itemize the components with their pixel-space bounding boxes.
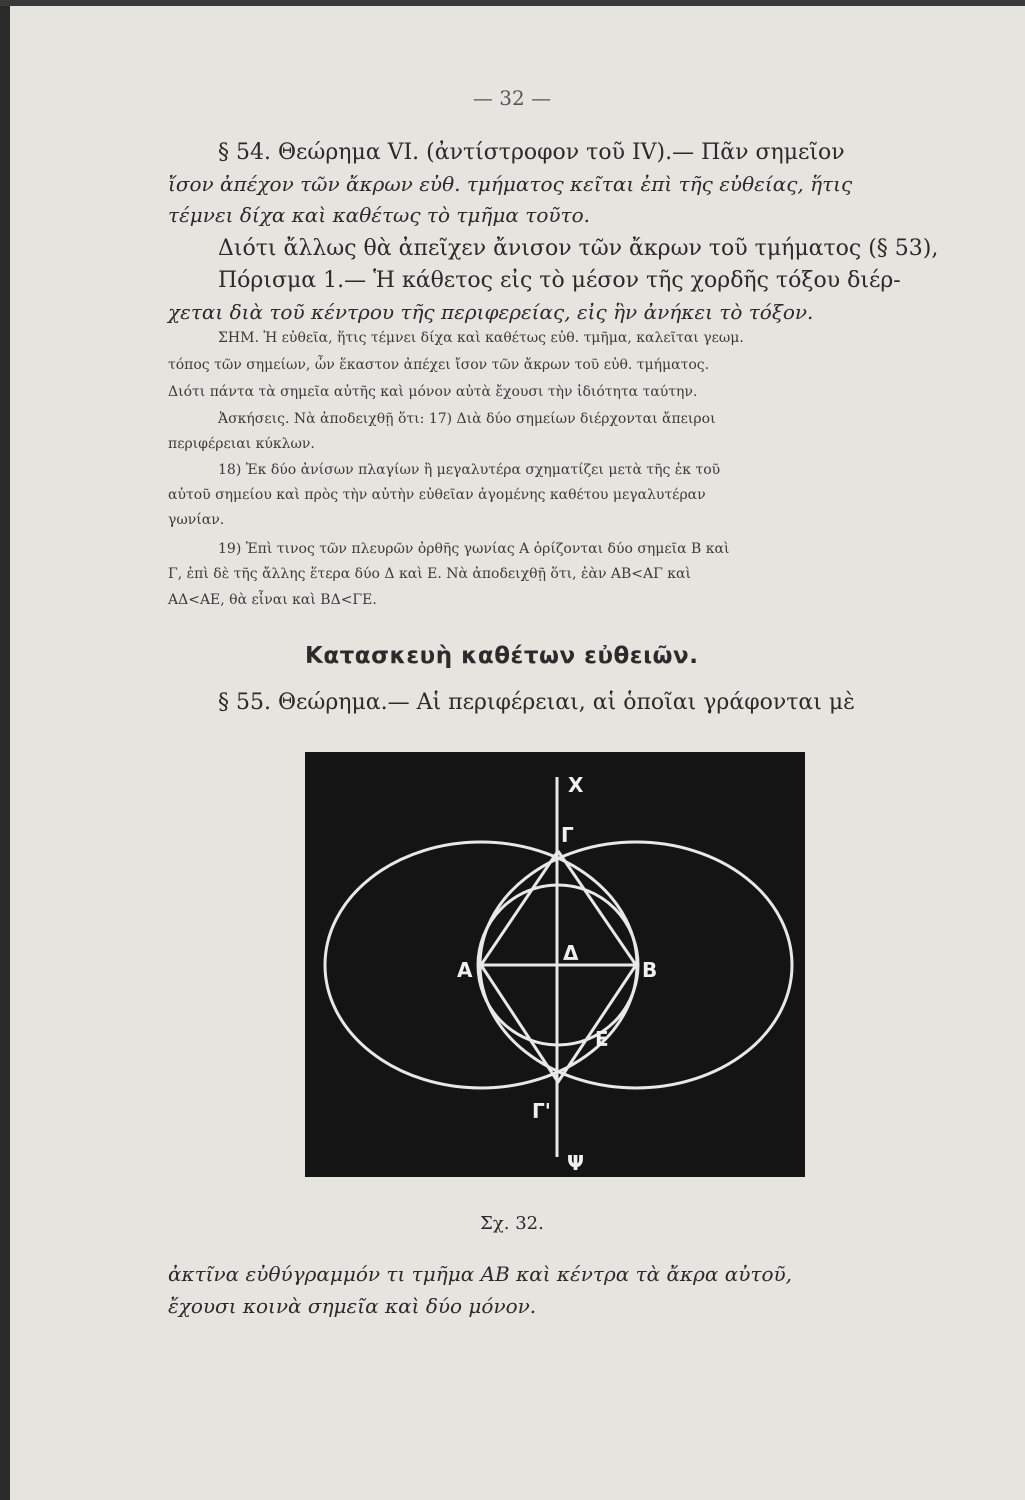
text-line-8: τόπος τῶν σημείων, ὧν ἕκαστον ἀπέχει ἴσον τῶν ἄκρων τοῦ εὐθ. τμήματος. — [168, 357, 710, 373]
figure-svg — [305, 752, 805, 1177]
text-line-6: χεται διὰ τοῦ κέντρου τῆς περιφερείας, εἰς ἣν ἀνήκει τὸ τόξον. — [168, 300, 814, 324]
text-line-5: Πόρισμα 1.— Ἡ κάθετος εἰς τὸ μέσον τῆς χορδῆς τόξου διέρ- — [218, 268, 901, 293]
text-line-11: περιφέρειαι κύκλων. — [168, 436, 315, 452]
label-epsilon: Ε — [595, 1027, 609, 1051]
text-line-3: τέμνει δίχα καὶ καθέτως τὸ τμῆμα τοῦτο. — [168, 203, 590, 227]
end-line-2: ἔχουσι κοινὰ σημεῖα καὶ δύο μόνον. — [168, 1294, 537, 1318]
label-delta: Δ — [563, 941, 579, 965]
geometry-figure — [305, 752, 805, 1177]
figure-caption: Σχ. 32. — [480, 1213, 544, 1234]
page-number: — 32 — — [472, 86, 552, 110]
scan-edge-left — [0, 0, 10, 1500]
text-line-17: ΑΔ<ΑΕ, θὰ εἶναι καὶ ΒΔ<ΓΕ. — [168, 592, 377, 608]
text-line-9: Διότι πάντα τὰ σημεῖα αὐτῆς καὶ μόνον αὐτὰ ἔχουσι τὴν ἰδιότητα ταύτην. — [168, 384, 698, 400]
text-line-7: ΣΗΜ. Ἡ εὐθεῖα, ἥτις τέμνει δίχα καὶ καθέτως εὐθ. τμῆμα, καλεῖται γεωμ. — [218, 330, 744, 346]
label-x: X — [568, 773, 584, 797]
text-line-2: ἴσον ἀπέχον τῶν ἄκρων εὐθ. τμήματος κεῖται ἐπὶ τῆς εὐθείας, ἥτις — [168, 172, 853, 196]
text-line-15: 19) Ἐπὶ τινος τῶν πλευρῶν ὀρθῆς γωνίας Α ὁρίζονται δύο σημεῖα Β καὶ — [218, 541, 730, 557]
scan-edge-top — [0, 0, 1025, 6]
text-line-4: Διότι ἄλλως θὰ ἀπεῖχεν ἄνισον τῶν ἄκρων τοῦ τμήματος (§ 53), — [218, 236, 939, 261]
label-gamma-prime: Γ' — [532, 1099, 551, 1123]
text-line-12: 18) Ἐκ δύο ἀνίσων πλαγίων ἢ μεγαλυτέρα σχηματίζει μετὰ τῆς ἐκ τοῦ — [218, 462, 721, 478]
label-gamma: Γ — [561, 823, 574, 847]
end-line-1: ἀκτῖνα εὐθύγραμμόν τι τμῆμα ΑΒ καὶ κέντρα τὰ ἄκρα αὐτοῦ, — [168, 1262, 793, 1286]
label-psi: Ψ — [567, 1151, 584, 1175]
label-alpha: Α — [457, 958, 473, 982]
text-line-14: γωνίαν. — [168, 512, 225, 528]
text-line-10: Ἀσκήσεις. Νὰ ἀποδειχθῇ ὅτι: 17) Διὰ δύο σημείων διέρχονται ἄπειροι — [218, 411, 716, 427]
section-heading: Κατασκευὴ καθέτων εὐθειῶν. — [305, 643, 699, 669]
text-line-13: αὐτοῦ σημείου καὶ πρὸς τὴν αὐτὴν εὐθεῖαν ἀγομένης καθέτου μεγαλυτέραν — [168, 487, 706, 503]
text-line-16: Γ, ἐπὶ δὲ τῆς ἄλλης ἕτερα δύο Δ καὶ Ε. Νὰ ἀποδειχθῇ ὅτι, ἐὰν ΑΒ<ΑΓ καὶ — [168, 566, 691, 582]
theorem-line: § 55. Θεώρημα.— Αἱ περιφέρειαι, αἱ ὁποῖαι γράφονται μὲ — [218, 690, 855, 715]
text-line-1: § 54. Θεώρημα VI. (ἀντίστροφον τοῦ IV).— Πᾶν σημεῖον — [218, 140, 845, 165]
label-beta: Β — [642, 958, 658, 982]
